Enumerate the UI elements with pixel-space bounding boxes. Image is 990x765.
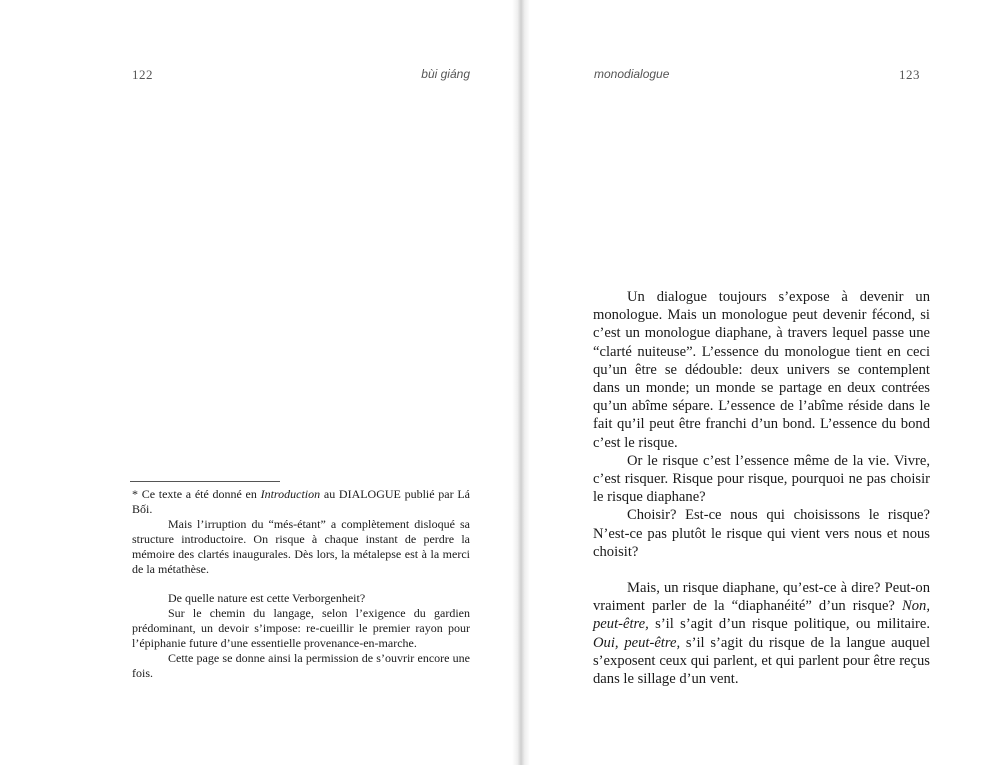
body-paragraph: Or le risque c’est l’essence même de la vie. Vivre, c’est risquer. Risque pour risque, pourquoi ne pas choisir le risque diaphane? [593,452,930,506]
footnote-paragraph: Mais l’irruption du “més-étant” a complètement disloqué sa structure introductoire. On risque à chaque instant de perdre la mémoire des clartés inaugurales. Dès lors, la métalepse est à la merci de la métathèse. [132,517,470,576]
body-paragraph: Choisir? Est-ce nous qui choisissons le risque? N’est-ce pas plutôt le risque qui vient vers nous et nous choisit? [593,507,930,560]
left-running-head: bùi giáng [421,67,470,81]
footnote-note: * Ce texte a été donné en Introduction au DIALOGUE publié par Lá Bối. [132,487,470,516]
right-running-head: monodialogue [594,67,670,81]
footnote-rule [130,481,280,482]
footnote-paragraph: Sur le chemin du langage, selon l’exigence du gardien prédominant, un devoir s’impose: re-cueillir le premier rayon pour l’épiphanie future d’une essentielle provenance-en-marche. [132,606,470,650]
footnote-paragraph: Cette page se donne ainsi la permission de s’ouvrir encore une fois. [132,651,470,680]
footnote-paragraph: De quelle nature est cette Verborgenheit? [168,591,366,605]
body-paragraph: Un dialogue toujours s’expose à devenir un monologue. Mais un monologue peut devenir fécond, si c’est un monologue diaphane, à travers lequel passe une “clarté nuiteuse”. L’essence du monologue tient en ceci qu’un être se dédouble: deux univers se contemplent dans un monde; un monde se partage en deux contrées qu’un abîme sépare. L’essence de l’abîme réside dans le fait qu’il peut être franchi d’un bond. L’essence du bond c’est le risque. [593,289,930,451]
right-page-number: 123 [899,67,920,82]
right-page-body [593,288,930,688]
body-paragraph: Mais, un risque diaphane, qu’est-ce à dire? Peut-on vraiment parler de la “diaphanéité” d’un risque? Non, peut-être, s’il s’agit d’un risque politique, ou militaire. Oui, peut-être, s’il s’agit du risque de la langue auquel s’exposent ceux qui parlent, et qui parlent pour être reçus dans le sillage d’un vent. [593,580,930,688]
left-page-number: 122 [132,67,153,82]
book-gutter [512,0,530,765]
footnote-block [132,487,470,681]
